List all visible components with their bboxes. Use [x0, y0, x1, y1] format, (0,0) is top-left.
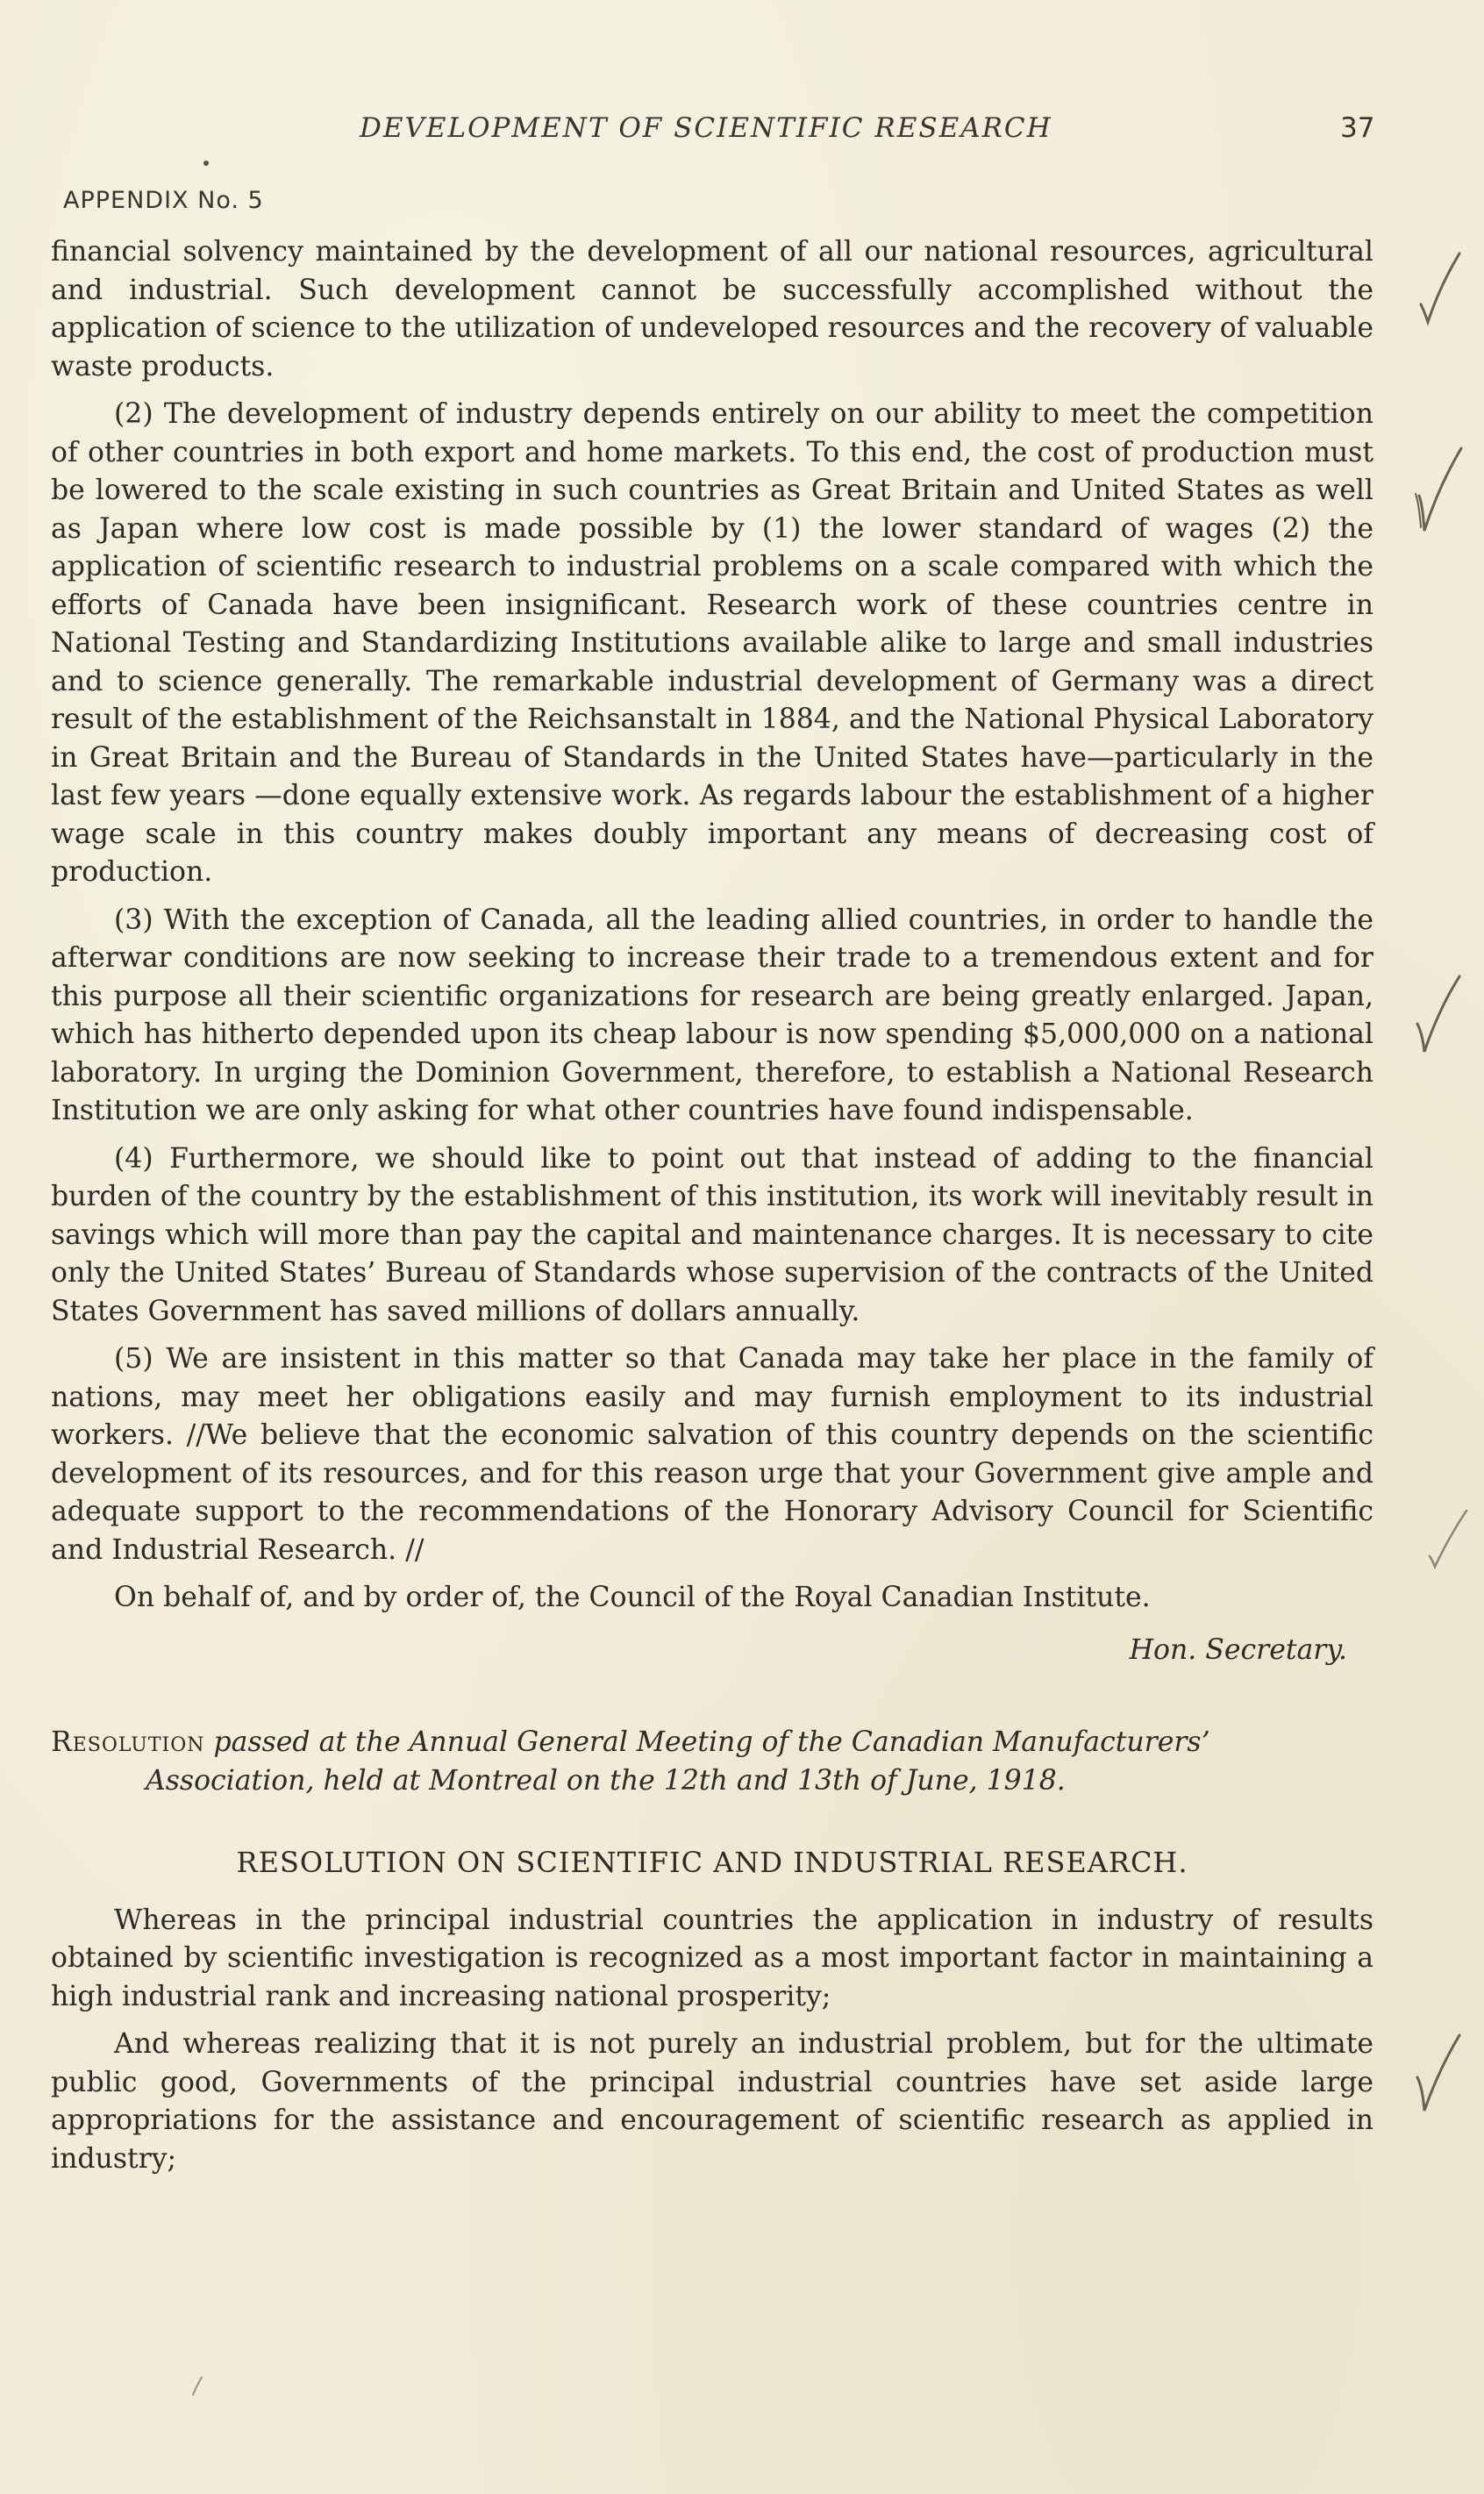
resolution-heading: RESOLUTION ON SCIENTIFIC AND INDUSTRIAL RESEARCH.	[236, 1846, 1188, 1879]
resolution-paragraph-2: And whereas realizing that it is not purely an industrial problem, but for the ultimate public good, Governments of the principal industrial countries have set aside large appropriations for the assistance and encouragement of scientific research as applied in industry;	[51, 2028, 1373, 2175]
handwritten-checkmark-icon	[175, 2333, 228, 2430]
handwritten-checkmark-icon	[1412, 969, 1465, 1066]
resolution-paragraph-1: Whereas in the principal industrial countries the application in industry of results obtained by scientific investigation is recognized as a most important factor in maintaining a high industrial rank and increasing national prosperity;	[51, 1904, 1373, 2012]
running-head: DEVELOPMENT OF SCIENTIFIC RESEARCH	[360, 112, 1052, 144]
signoff-line: On behalf of, and by order of, the Council of the Royal Canadian Institute.	[114, 1582, 1151, 1613]
paragraph-4: (4) Furthermore, we should like to point out that instead of adding to the financial burden of the country by the establishment of this institution, its work will inevitably result in savings which will more than pay the capital and maintenance charges. It is necessary to cite only the United States’ Bureau of Standards whose supervision of the contracts of the United States Government has saved millions of dollars annually.	[51, 1142, 1373, 1327]
page-number: 37	[1340, 112, 1375, 144]
document-body	[51, 233, 1373, 2188]
ink-speck	[203, 161, 209, 166]
resolution-intro-line1: passed at the Annual General Meeting of the Canadian Manufacturers’	[213, 1726, 1210, 1758]
paragraph-2: (2) The development of industry depends entirely on our ability to meet the competition of other countries in both export and home markets. To this end, the cost of production must be lowered to the scale existing in such countries as Great Britain and United States as well as Japan where low cost is made possible by (1) the lower standard of wages (2) the application of scientific research to industrial problems on a scale compared with which the efforts of Canada have been insignificant. Research work of these countries centre in National Testing and Standardizing Institutions available alike to large and small industries and to science generally. The remarkable industrial development of Germany was a direct result of the establishment of the Reichsanstalt in 1884, and the National Physical Laboratory in Great Britain and the Bureau of Standards in the United States have—particularly in the last few years —done equally extensive work. As regards labour the establishment of a higher wage scale in this country makes doubly important any means of decreasing cost of production.	[51, 398, 1373, 888]
signer-title: Hon. Secretary.	[1129, 1633, 1347, 1666]
resolution-lead-word: Resolution	[51, 1726, 205, 1758]
paragraph-5: (5) We are insistent in this matter so that Canada may take her place in the family of nations, may meet her obligations easily and may furnish employment to its industrial workers. //We believe that the economic salvation of this country depends on the scientific development of its resources, and for this reason urge that your Government give ample and adequate support to the recommendations of the Honorary Advisory Council for Scientific and Industrial Research. //	[51, 1343, 1373, 1566]
paragraph-continuation: financial solvency maintained by the development of all our national resources, agricultural and industrial. Such development cannot be successfully accomplished without the application of science to the utilization of undeveloped resources and the recovery of valuable waste products.	[51, 236, 1374, 382]
resolution-intro	[51, 1724, 1373, 1800]
handwritten-checkmark-icon	[1414, 241, 1466, 338]
handwritten-checkmark-icon	[1414, 443, 1466, 540]
handwritten-checkmark-icon	[1412, 2026, 1465, 2123]
paragraph-3: (3) With the exception of Canada, all the leading allied countries, in order to handle the afterwar conditions are now seeking to increase their trade to a tremendous extent and for this purpose all their scientific organizations for research are being greatly enlarged. Japan, which has hitherto depended upon its cheap labour is now spending $5,000,000 on a national laboratory. In urging the Dominion Government, therefore, to establish a National Research Institution we are only asking for what other countries have found indispensable.	[51, 904, 1373, 1126]
appendix-label: APPENDIX No. 5	[63, 187, 264, 214]
resolution-intro-line2: Association, held at Montreal on the 12th and 13th of June, 1918.	[146, 1764, 1066, 1797]
handwritten-checkmark-icon	[1423, 1491, 1475, 1588]
